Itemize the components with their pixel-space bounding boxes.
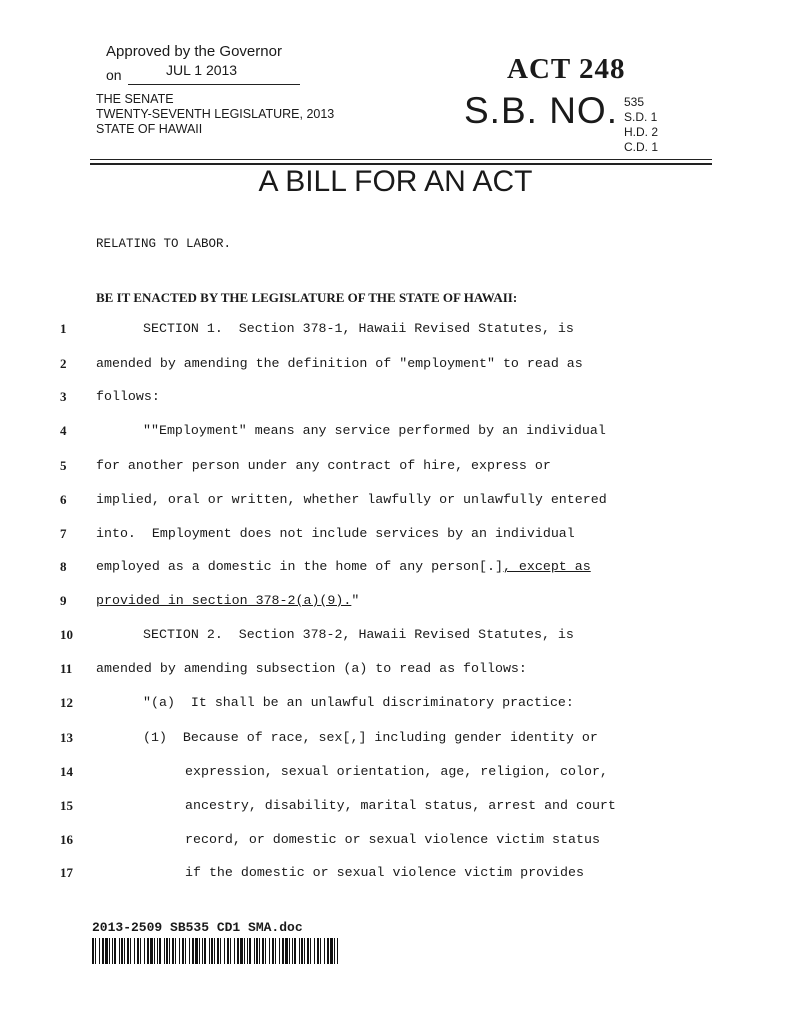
approved-on-label: on [106, 67, 122, 83]
line-segment: ancestry, disability, marital status, arrest and court [185, 798, 616, 813]
line-number: 17 [60, 865, 73, 880]
sb-version: C.D. 1 [624, 140, 659, 154]
bill-line [0, 627, 791, 647]
sb-version: S.D. 1 [624, 110, 658, 124]
bill-line [0, 593, 791, 613]
line-number: 4 [60, 423, 67, 438]
line-segment: "(a) It shall be an unlawful discriminatory practice: [143, 695, 574, 710]
bill-line [0, 764, 791, 784]
line-segment: follows: [96, 389, 160, 404]
bill-line [0, 661, 791, 681]
line-text [185, 832, 600, 847]
bill-title: A BILL FOR AN ACT [258, 165, 533, 198]
line-text [185, 764, 608, 779]
line-text [143, 321, 574, 336]
bill-line [0, 695, 791, 715]
line-number: 15 [60, 798, 73, 813]
line-segment: record, or domestic or sexual violence victim status [185, 832, 600, 847]
line-segment: (1) Because of race, sex[,] including gender identity or [143, 730, 598, 745]
bill-line [0, 458, 791, 478]
line-number: 3 [60, 389, 67, 404]
approved-date-underline [128, 84, 300, 85]
approved-date: JUL 1 2013 [166, 62, 238, 78]
bill-line [0, 321, 791, 341]
line-text [96, 458, 551, 473]
line-text [96, 661, 527, 676]
line-segment: implied, oral or written, whether lawfully or unlawfully entered [96, 492, 607, 507]
line-text [185, 798, 616, 813]
sb-version: 535 [624, 95, 645, 109]
line-segment: amended by amending the definition of "employment" to read as [96, 356, 583, 371]
line-number: 1 [60, 321, 67, 336]
line-number: 6 [60, 492, 67, 507]
line-number: 8 [60, 559, 67, 574]
bill-line [0, 423, 791, 443]
bill-line [0, 492, 791, 512]
line-text [143, 627, 574, 642]
bill-line [0, 389, 791, 409]
line-text [143, 423, 606, 438]
line-number: 5 [60, 458, 67, 473]
line-number: 2 [60, 356, 67, 371]
line-text [96, 526, 575, 541]
sb-number-label: S.B. NO. [464, 90, 618, 131]
line-segment: into. Employment does not include services by an individual [96, 526, 575, 541]
line-text [143, 730, 598, 745]
header-rule-thin [90, 159, 712, 160]
line-number: 11 [60, 661, 73, 676]
line-segment: " [351, 593, 360, 608]
sb-version: H.D. 2 [624, 125, 659, 139]
line-number: 16 [60, 832, 73, 847]
bill-line [0, 730, 791, 750]
line-number: 10 [60, 627, 73, 642]
line-number: 12 [60, 695, 73, 710]
bill-line [0, 865, 791, 885]
line-segment: SECTION 2. Section 378-2, Hawaii Revised Statutes, is [143, 627, 574, 642]
inserted-text: , except as [502, 559, 591, 574]
line-segment: amended by amending subsection (a) to read as follows: [96, 661, 527, 676]
line-text [96, 559, 591, 574]
bill-line [0, 526, 791, 546]
line-text [143, 695, 574, 710]
line-segment: employed as a domestic in the home of any person[.] [96, 559, 503, 574]
enacting-clause: BE IT ENACTED BY THE LEGISLATURE OF THE STATE OF HAWAII: [96, 290, 518, 305]
approved-by-governor: Approved by the Governor [106, 43, 282, 60]
footer-doc-id: 2013-2509 SB535 CD1 SMA.doc [92, 920, 303, 935]
line-segment: expression, sexual orientation, age, religion, color, [185, 764, 608, 779]
line-text [185, 865, 584, 880]
sb-versions [624, 95, 658, 155]
relating-to: RELATING TO LABOR. [96, 237, 232, 251]
bill-line [0, 356, 791, 376]
line-number: 7 [60, 526, 67, 541]
inserted-text: provided in section 378-2(a)(9). [96, 593, 352, 608]
bill-line [0, 798, 791, 818]
senate-block [96, 92, 334, 137]
line-number: 14 [60, 764, 73, 779]
senate-line: STATE OF HAWAII [96, 122, 203, 136]
line-segment: if the domestic or sexual violence victim provides [185, 865, 584, 880]
line-segment: ""Employment" means any service performed by an individual [143, 423, 606, 438]
line-text [96, 356, 583, 371]
act-number: ACT 248 [507, 53, 626, 85]
bill-line [0, 559, 791, 579]
line-text [96, 389, 160, 404]
line-number: 13 [60, 730, 73, 745]
senate-line: THE SENATE [96, 92, 174, 106]
line-segment: SECTION 1. Section 378-1, Hawaii Revised Statutes, is [143, 321, 574, 336]
line-segment: for another person under any contract of hire, express or [96, 458, 551, 473]
line-text [96, 593, 359, 608]
line-number: 9 [60, 593, 67, 608]
barcode [92, 938, 338, 964]
bill-line [0, 832, 791, 852]
line-text [96, 492, 607, 507]
senate-line: TWENTY-SEVENTH LEGISLATURE, 2013 [96, 107, 335, 121]
